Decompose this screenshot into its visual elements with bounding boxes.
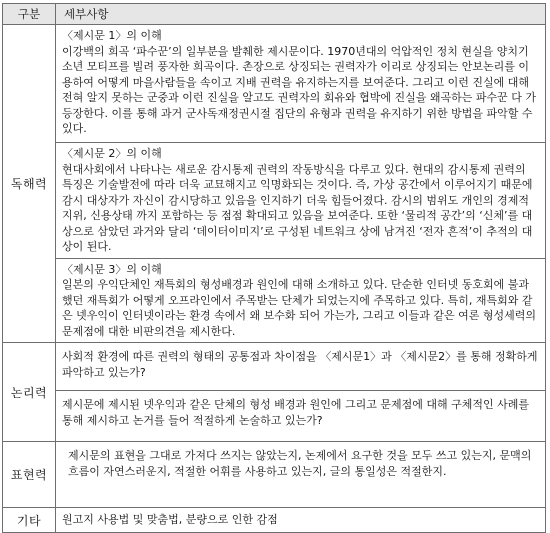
passage-1-title: 〈제시문 1〉의 이해: [62, 29, 162, 42]
header-details: 세부사항: [56, 4, 546, 25]
reading-passage-1: [56, 25, 546, 143]
logic-item-1: 사회적 환경에 따른 권력의 형태의 공통점과 차이점을 〈제시문1〉과 〈제시문2〉를 통해 정확하게 파악하고 있는가?: [56, 343, 546, 391]
category-other: 기타: [3, 508, 56, 533]
logic-item-2: 제시문에 제시된 넷우익과 같은 단체의 형성 배경과 원인에 그리고 문제점에 대해 구체적인 사례를 통해 제시하고 논거를 들어 적절하게 논술하고 있는가?: [56, 391, 546, 442]
reading-passage-3: [56, 258, 546, 343]
reading-passage-2: [56, 143, 546, 259]
header-category: 구분: [3, 4, 56, 25]
expression-body: 제시문의 표현을 그대로 가져다 쓰지는 않았는지, 논제에서 요구한 것을 모두 쓰고 있는지, 문맥의 흐름이 자연스러운지, 적절한 어휘를 사용하고 있는지, 글의 통일성은 적절한지.: [56, 442, 546, 508]
table-row: [3, 343, 546, 391]
table-row: [3, 143, 546, 259]
category-expression: 표현력: [3, 442, 56, 508]
table-header-row: [3, 4, 546, 25]
passage-2-title: 〈제시문 2〉의 이해: [62, 147, 162, 160]
table-row: [3, 391, 546, 442]
passage-3-title: 〈제시문 3〉의 이해: [62, 262, 162, 276]
table-row: [3, 25, 546, 143]
passage-2-body: 현대사회에서 나타나는 새로운 감시통제 권력의 작동방식을 다루고 있다. 현대의 감시통제 권력의 특징은 기술발전에 따라 더욱 교묘해지고 익명화되는 것이다. 즉, 가상 공간에서 이루어지기 때문에 감시 대상자가 자신이 감시당하고 있음을 인지하기 더욱 힘들어졌다. 감시의 범위도 개인의 경제적 지위, 신용상태 까지 포함하는 등 점점 확대되고 있음을 보여준다. 또한 ‘물리적 공간’의 ‘신체’를 대상으로 삼았던 과거와 달리 ‘데이터이미지’로 구성된 네트워크 상에 남겨진 ‘전자 흔적’이 추적의 대상이 된다.: [62, 162, 533, 253]
other-body: 원고지 사용법 및 맞춤법, 분량으로 인한 감점: [56, 508, 546, 533]
category-reading: 독해력: [3, 25, 56, 343]
table-row: [3, 258, 546, 343]
passage-3-body: 일본의 우익단체인 재특회의 형성배경과 원인에 대해 소개하고 있다. 단순한 인터넷 동호회에 불과했던 재특회가 어떻게 오프라인에서 주목받는 단체가 되었는지에 주목하고 있다. 특히, 재특회와 같은 넷우익이 인터넷이라는 환경 속에서 왜 보수화 되어 가는가, 그리고 이들과 같은 여론 형성세력의 문제점에 대한 비판의견을 제시한다.: [62, 278, 536, 338]
category-logic: 논리력: [3, 343, 56, 442]
passage-1-body: 이강백의 희곡 ‘파수꾼’의 일부분을 발췌한 제시문이다. 1970년대의 억압적인 정치 현실을 양치기 소년 모티프를 빌려 풍자한 희곡이다. 촌장으로 상징되는 권력자가 이리로 상징되는 안보논리를 이용하여 어떻게 마을사람들을 속이고 지배 권력을 유지하는지를 보여준다. 그리고 이런 진실에 대해 전혀 알지 못하는 군중과 이런 진실을 알고도 권력자의 회유와 협박에 진실을 왜곡하는 파수꾼 다 가 등장한다. 이를 통해 과거 군사독재정권시절 집단의 유형과 권력을 유지하기 위한 방법을 파악할 수 있다.: [62, 44, 536, 135]
table-row: [3, 442, 546, 508]
table-row: [3, 508, 546, 533]
evaluation-criteria-table: [2, 3, 546, 533]
